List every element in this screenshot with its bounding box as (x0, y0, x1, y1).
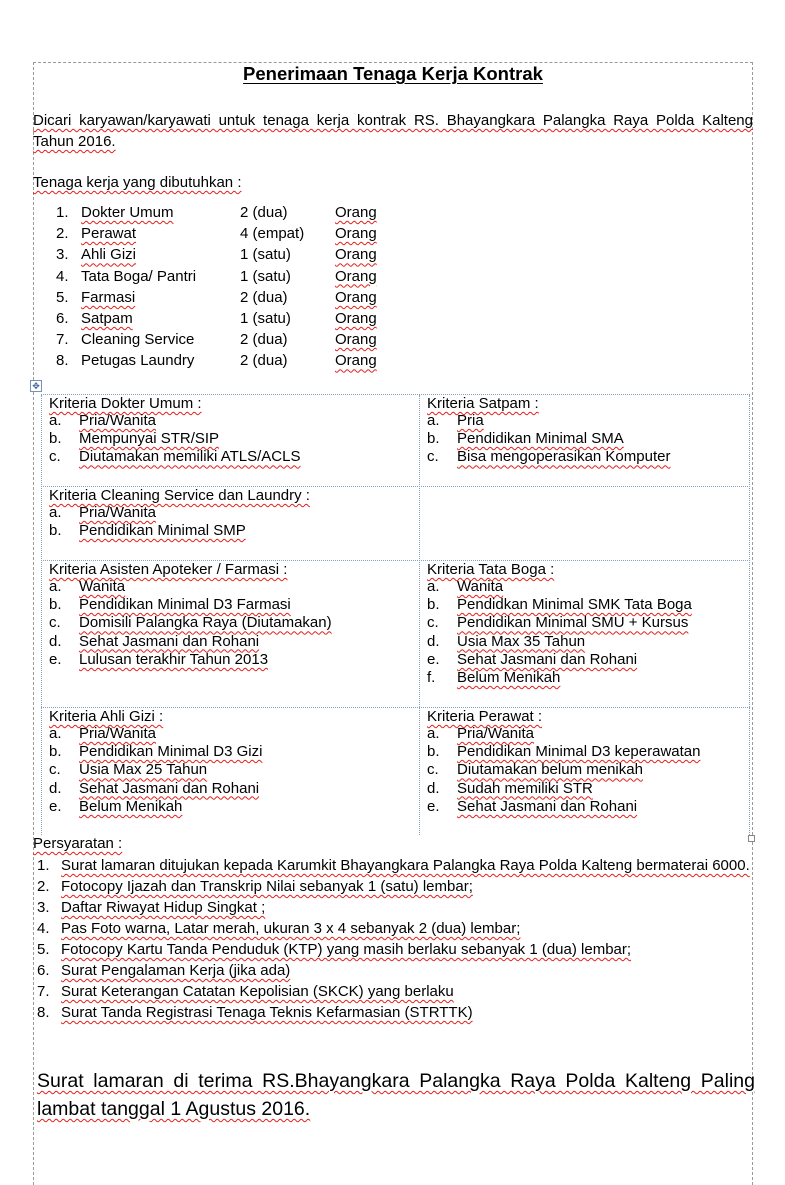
list-item: d. Sudah memiliki STR (427, 779, 593, 797)
list-item: c. Diutamakan memiliki ATLS/ACLS (49, 448, 301, 466)
criteria-perawat: Kriteria Perawat : a. Pria/Wanita b. Pendidikan Minimal D3 keperawatan c. Diutamakan belum menikah d. Sudah memiliki STR e. Sehat Jasmani dan Rohani (419, 708, 749, 816)
list-item: c. Pendidikan Minimal SMU + Kursus (427, 614, 689, 632)
criteria-table (41, 394, 750, 835)
list-item: a. Pria/Wanita (49, 504, 156, 521)
list-item: 6. Surat Pengalaman Kerja (jika ada) (37, 962, 291, 979)
list-item: b. Mempunyai STR/SIP (49, 430, 220, 448)
requirements-heading: Persyaratan : (33, 835, 123, 852)
list-item: 8. Surat Tanda Registrasi Tenaga Teknis Kefarmasian (STRTTK) (37, 1004, 473, 1021)
list-item: e. Lulusan terakhir Tahun 2013 (49, 650, 269, 668)
list-item: d. Usia Max 35 Tahun (427, 632, 586, 650)
list-item: 5. Fotocopy Kartu Tanda Penduduk (KTP) yang masih berlaku sebanyak 1 (dua) lembar; (37, 941, 632, 958)
list-item: a. Pria/Wanita (49, 412, 156, 429)
list-item: 4. Pas Foto warna, Latar merah, ukuran 3 x 4 sebanyak 2 (dua) lembar; (37, 920, 521, 937)
list-item: 2. Perawat 4 (empat) Orang (56, 225, 377, 243)
list-item: 5. Farmasi 2 (dua) Orang (56, 288, 377, 306)
list-item: a. Pria/Wanita (49, 725, 156, 742)
list-item: c. Diutamakan belum menikah (427, 761, 643, 779)
move-arrows-icon[interactable]: ✥ (30, 380, 42, 392)
list-item: 3. Ahli Gizi 1 (satu) Orang (56, 246, 377, 264)
list-item: b. Pendidkan Minimal SMK Tata Boga (427, 596, 692, 614)
closing-statement: Surat lamaran di terima RS.Bhayangkara Palangka Raya Polda Kalteng Paling lambat tanggal 1 Agustus 2016. (37, 1070, 755, 1120)
criteria-tata-boga: Kriteria Tata Boga : a. Wanita b. Pendidkan Minimal SMK Tata Boga c. Pendidikan Minimal SMU + Kursus d. Usia Max 35 Tahun e. Sehat Jasmani dan Rohani f. Belum Menikah (419, 561, 749, 687)
list-item: a. Wanita (427, 578, 504, 595)
list-item: e. Sehat Jasmani dan Rohani (427, 650, 638, 668)
list-item: 6. Satpam 1 (satu) Orang (56, 309, 377, 327)
table-border (749, 395, 750, 835)
list-item: 7. Surat Keterangan Catatan Kepolisian (SKCK) yang berlaku (37, 983, 454, 1000)
list-item: b. Pendidikan Minimal D3 Gizi (49, 743, 263, 761)
list-item: 3. Daftar Riwayat Hidup Singkat ; (37, 899, 266, 916)
needs-list (56, 202, 456, 372)
list-item: f. Belum Menikah (427, 669, 561, 687)
list-item: b. Pendidikan Minimal SMP (49, 522, 246, 540)
table-resize-handle[interactable] (748, 835, 755, 842)
intro-paragraph: Dicari karyawan/karyawati untuk tenaga kerja kontrak RS. Bhayangkara Palangka Raya Polda Kalteng Tahun 2016. (33, 112, 753, 150)
requirements-list (37, 855, 755, 1023)
list-item: 1. Dokter Umum 2 (dua) Orang (56, 204, 377, 221)
document-title: Penerimaan Tenaga Kerja Kontrak (243, 63, 543, 84)
list-item: d. Sehat Jasmani dan Rohani (49, 779, 260, 797)
list-item: 8. Petugas Laundry 2 (dua) Orang (56, 352, 377, 370)
list-item: b. Pendidikan Minimal D3 keperawatan (427, 743, 701, 761)
list-item: 7. Cleaning Service 2 (dua) Orang (56, 331, 377, 349)
criteria-farmasi: Kriteria Asisten Apoteker / Farmasi : a. Wanita b. Pendidikan Minimal D3 Farmasi c. Domisili Palangka Raya (Diutamakan) d. Sehat Jasmani dan Rohani e. Lulusan terakhir Tahun 2013 (41, 561, 419, 669)
list-item: a. Pria/Wanita (427, 725, 534, 742)
list-item: a. Wanita (49, 578, 126, 595)
criteria-cleaning-laundry: Kriteria Cleaning Service dan Laundry : a. Pria/Wanita b. Pendidikan Minimal SMP (41, 487, 419, 540)
list-item: b. Pendidikan Minimal SMA (427, 430, 624, 448)
list-item: 2. Fotocopy Ijazah dan Transkrip Nilai sebanyak 1 (satu) lembar; (37, 878, 473, 895)
criteria-ahli-gizi: Kriteria Ahli Gizi : a. Pria/Wanita b. Pendidikan Minimal D3 Gizi c. Usia Max 25 Tahun d. Sehat Jasmani dan Rohani e. Belum Menikah (41, 708, 419, 816)
list-item: c. Bisa mengoperasikan Komputer (427, 448, 671, 466)
list-item: c. Domisili Palangka Raya (Diutamakan) (49, 614, 332, 632)
list-item: a. Pria (427, 412, 484, 429)
list-item: d. Sehat Jasmani dan Rohani (49, 632, 260, 650)
list-item: 4. Tata Boga/ Pantri 1 (satu) Orang (56, 267, 377, 285)
list-item: e. Belum Menikah (49, 797, 183, 815)
criteria-satpam: Kriteria Satpam : a. Pria b. Pendidikan Minimal SMA c. Bisa mengoperasikan Komputer (419, 395, 749, 467)
list-item: b. Pendidikan Minimal D3 Farmasi (49, 596, 291, 614)
criteria-dokter-umum: Kriteria Dokter Umum : a. Pria/Wanita b. Mempunyai STR/SIP c. Diutamakan memiliki ATLS/ACLS (41, 395, 419, 467)
needs-heading: Tenaga kerja yang dibutuhkan : (33, 174, 242, 191)
list-item: 1. Surat lamaran ditujukan kepada Karumkit Bhayangkara Palangka Raya Polda Kalteng bermaterai 6000. (37, 857, 750, 874)
list-item: e. Sehat Jasmani dan Rohani (427, 797, 638, 815)
list-item: c. Usia Max 25 Tahun (49, 761, 208, 779)
